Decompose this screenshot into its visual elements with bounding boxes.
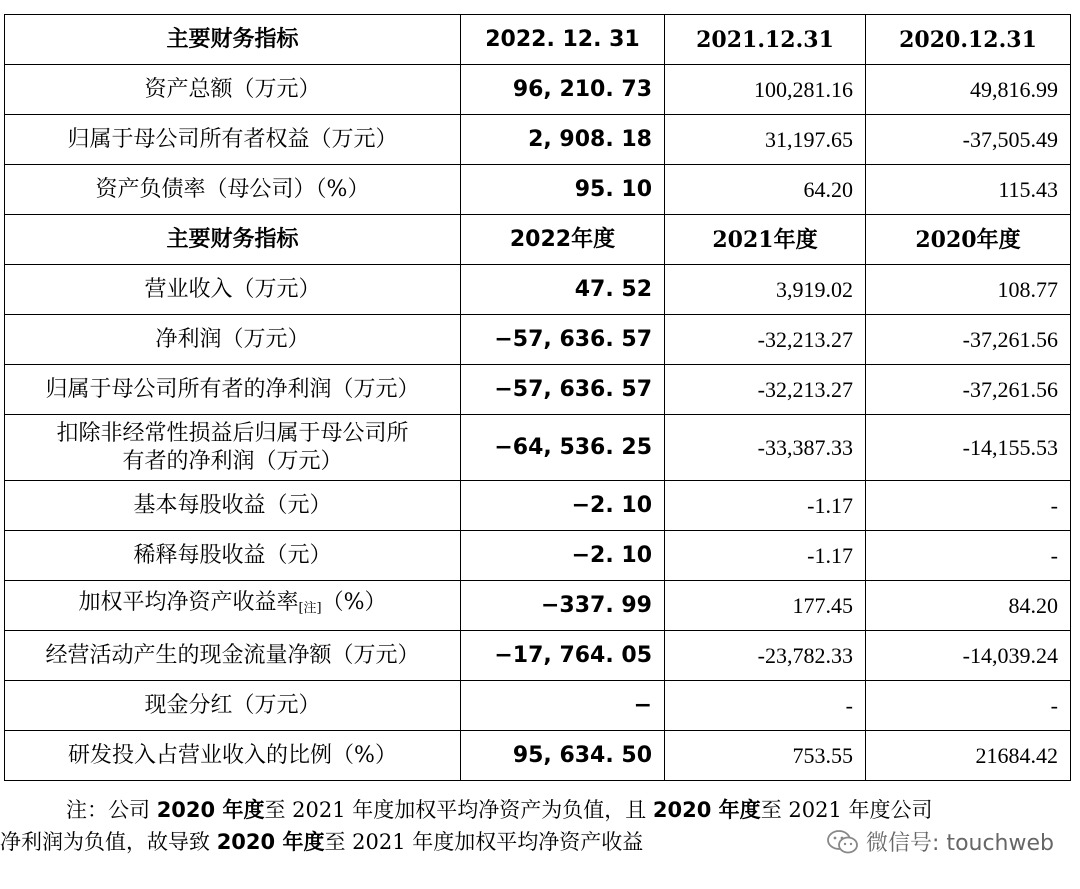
row-label: 资产总额（万元） <box>5 65 461 115</box>
value-2021: - <box>665 681 866 731</box>
row-label-text: 加权平均净资产收益率 <box>78 589 299 615</box>
table-row <box>5 731 1071 781</box>
value-2021: 100,281.16 <box>665 65 866 115</box>
value-2020: 49,816.99 <box>866 65 1071 115</box>
value-2020: -37,261.56 <box>866 365 1071 415</box>
header-cell: 2021.12.31 <box>665 15 866 65</box>
value-2021: 753.55 <box>665 731 866 781</box>
value-2022: −2. 10 <box>461 481 665 531</box>
footnote-text: 至 2021 年度加权平均净资产收益 <box>324 830 644 854</box>
footnote-line-1 <box>0 794 1070 826</box>
row-label: 研发投入占营业收入的比例（%） <box>5 731 461 781</box>
value-2020: - <box>866 481 1071 531</box>
row-label-line1: 扣除非经常性损益后归属于母公司所 <box>56 420 409 446</box>
value-2021: -23,782.33 <box>665 631 866 681</box>
table-row <box>5 631 1071 681</box>
header-cell: 主要财务指标 <box>5 215 461 265</box>
row-label: 营业收入（万元） <box>5 265 461 315</box>
value-2020: - <box>866 531 1071 581</box>
row-label-unit: （%） <box>321 589 387 615</box>
value-2022: −57, 636. 57 <box>461 365 665 415</box>
value-2020: -14,155.53 <box>866 415 1071 481</box>
footnote-bold: 2020 年度 <box>156 798 265 822</box>
table-header-row <box>5 215 1071 265</box>
value-2022: −337. 99 <box>461 581 665 631</box>
value-2020: 108.77 <box>866 265 1071 315</box>
value-2020: -37,505.49 <box>866 115 1071 165</box>
table-row <box>5 681 1071 731</box>
table-row <box>5 315 1071 365</box>
row-label-line2: 有者的净利润（万元） <box>122 448 343 474</box>
value-2022: − <box>461 681 665 731</box>
row-label: 基本每股收益（元） <box>5 481 461 531</box>
value-2021: -1.17 <box>665 481 866 531</box>
row-label <box>5 415 461 481</box>
value-2022: 2, 908. 18 <box>461 115 665 165</box>
watermark-text: 微信号: touchweb <box>866 831 1054 856</box>
value-2020: 21684.42 <box>866 731 1071 781</box>
table-row <box>5 115 1071 165</box>
table-row <box>5 265 1071 315</box>
header-cell: 2022年度 <box>461 215 665 265</box>
value-2022: −64, 536. 25 <box>461 415 665 481</box>
value-2022: 47. 52 <box>461 265 665 315</box>
footnote-text: 至 2021 年度加权平均净资产为负值，且 <box>264 798 653 822</box>
value-2022: −2. 10 <box>461 531 665 581</box>
footnote-bold: 2020 年度 <box>216 830 325 854</box>
table-row <box>5 365 1071 415</box>
value-2022: 96, 210. 73 <box>461 65 665 115</box>
value-2021: 31,197.65 <box>665 115 866 165</box>
value-2020: 115.43 <box>866 165 1071 215</box>
financial-table <box>4 14 1071 781</box>
value-2021: -33,387.33 <box>665 415 866 481</box>
footnote-text: 净利润为负值，故导致 <box>0 830 217 854</box>
row-label: 现金分红（万元） <box>5 681 461 731</box>
value-2020: -14,039.24 <box>866 631 1071 681</box>
header-cell: 2022. 12. 31 <box>461 15 665 65</box>
table-row <box>5 581 1071 631</box>
row-label: 资产负债率（母公司）（%） <box>5 165 461 215</box>
table-header-row <box>5 15 1071 65</box>
value-2022: −17, 764. 05 <box>461 631 665 681</box>
value-2021: -1.17 <box>665 531 866 581</box>
header-cell: 2020.12.31 <box>866 15 1071 65</box>
header-cell: 2020年度 <box>866 215 1071 265</box>
header-cell: 2021年度 <box>665 215 866 265</box>
value-2022: 95, 634. 50 <box>461 731 665 781</box>
value-2022: −57, 636. 57 <box>461 315 665 365</box>
value-2021: 64.20 <box>665 165 866 215</box>
row-label <box>5 581 461 631</box>
value-2020: - <box>866 681 1071 731</box>
table-row <box>5 165 1071 215</box>
value-2022: 95. 10 <box>461 165 665 215</box>
footnote-marker: [注] <box>298 600 322 616</box>
value-2021: -32,213.27 <box>665 315 866 365</box>
watermark <box>826 826 1054 857</box>
row-label: 归属于母公司所有者权益（万元） <box>5 115 461 165</box>
table-row <box>5 481 1071 531</box>
row-label: 稀释每股收益（元） <box>5 531 461 581</box>
footnote-bold: 2020 年度 <box>652 798 761 822</box>
row-label: 归属于母公司所有者的净利润（万元） <box>5 365 461 415</box>
table-row <box>5 65 1071 115</box>
wechat-icon <box>826 829 860 855</box>
table-row <box>5 415 1071 481</box>
value-2020: 84.20 <box>866 581 1071 631</box>
row-label: 经营活动产生的现金流量净额（万元） <box>5 631 461 681</box>
header-cell: 主要财务指标 <box>5 15 461 65</box>
value-2021: 177.45 <box>665 581 866 631</box>
value-2020: -37,261.56 <box>866 315 1071 365</box>
row-label: 净利润（万元） <box>5 315 461 365</box>
value-2021: 3,919.02 <box>665 265 866 315</box>
table-row <box>5 531 1071 581</box>
footnote-text: 至 2021 年度公司 <box>760 798 933 822</box>
value-2021: -32,213.27 <box>665 365 866 415</box>
footnote-text: 注：公司 <box>66 798 157 822</box>
